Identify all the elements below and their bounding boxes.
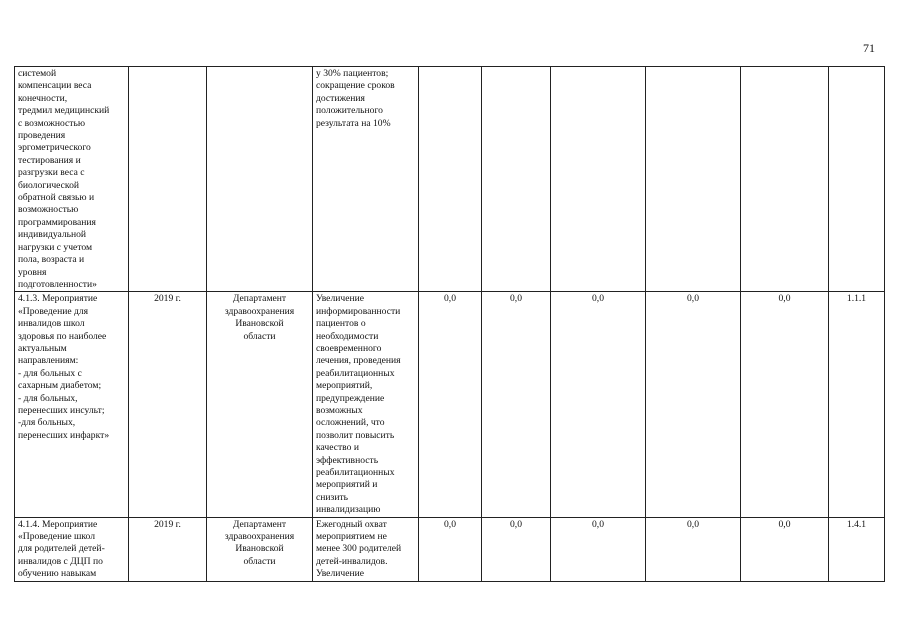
value-cell-3: 0,0 [551,292,646,517]
value-cell-4: 0,0 [646,292,741,517]
page-number: 71 [863,41,875,55]
value-cell-4: 0,0 [646,517,741,581]
indicator-ref-cell: 1.1.1 [829,292,885,517]
value-cell-3 [551,67,646,292]
table-row [15,67,885,292]
year-cell: 2019 г. [129,292,207,517]
value-cell-1 [419,67,482,292]
measures-table [14,66,885,582]
indicator-ref-cell [829,67,885,292]
value-cell-2: 0,0 [482,292,551,517]
measure-cell: 4.1.4. Мероприятие «Проведение школ для родителей детей- инвалидов с ДЦП по обучению навыкам [15,517,129,581]
value-cell-5: 0,0 [741,292,829,517]
year-cell: 2019 г. [129,517,207,581]
value-cell-2: 0,0 [482,517,551,581]
measure-cell: 4.1.3. Мероприятие «Проведение для инвалидов школ здоровья по наиболее актуальным направлениям: - для больных с сахарным диабетом; - для больных, перенесших инсульт; -для больных, перенесших инфаркт» [15,292,129,517]
table-row [15,292,885,517]
value-cell-1: 0,0 [419,292,482,517]
value-cell-4 [646,67,741,292]
result-cell: Ежегодный охват мероприятием не менее 300 родителей детей-инвалидов. Увеличение [313,517,419,581]
value-cell-1: 0,0 [419,517,482,581]
value-cell-5: 0,0 [741,517,829,581]
indicator-ref-cell: 1.4.1 [829,517,885,581]
executor-cell [207,67,313,292]
executor-cell: Департамент здравоохранения Ивановской области [207,517,313,581]
result-cell: Увеличение информированности пациентов о необходимости своевременного лечения, проведения реабилитационных мероприятий, предупреждение возможных осложнений, что позволит повысить качество и эффективность реабилитационных мероприятий и снизить инвалидизацию [313,292,419,517]
value-cell-5 [741,67,829,292]
executor-cell: Департамент здравоохранения Ивановской области [207,292,313,517]
table-row [15,517,885,581]
measure-cell: системой компенсации веса конечности, тредмил медицинский с возможностью проведения эргометрического тестирования и разгрузки веса с биологической обратной связью и возможностью программирования индивидуальной нагрузки с учетом пола, возраста и уровня подготовленности» [15,67,129,292]
value-cell-3: 0,0 [551,517,646,581]
result-cell: у 30% пациентов; сокращение сроков достижения положительного результата на 10% [313,67,419,292]
year-cell [129,67,207,292]
value-cell-2 [482,67,551,292]
